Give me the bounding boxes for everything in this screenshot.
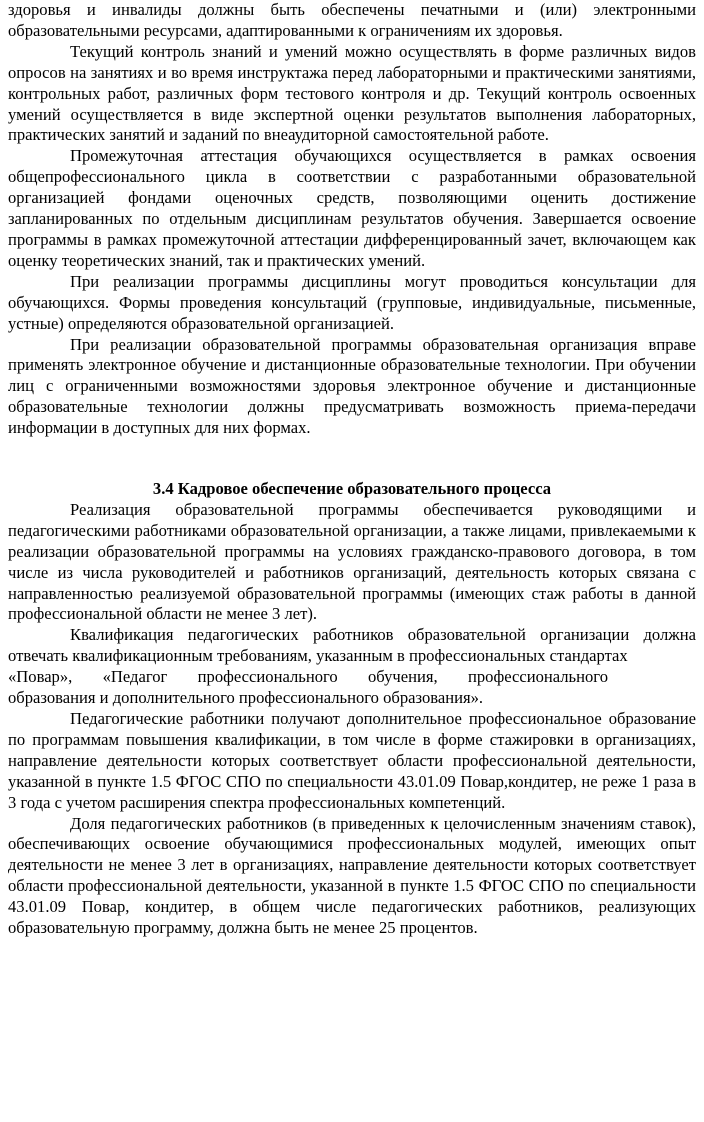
paragraph-consultations: При реализации программы дисциплины могут проводиться консультации для обучающихся. Формы проведения консультаций (групповые, индивидуальные, письменные, устные) определяются образовательной организацией. [8, 271, 696, 333]
paragraph-realization: Реализация образовательной программы обеспечивается руководящими и педагогическими работниками образовательной организации, а также лицами, привлекаемыми к реализации образовательной программы на условиях гражданско-правового договора, в том числе из числа руководителей и работников организаций, деятельность которых связана с направленностью реализуемой образовательной программы (имеющих стаж работы в данной профессиональной области не менее 3 лет). [8, 499, 696, 624]
section-heading: 3.4 Кадровое обеспечение образовательного процесса [152, 479, 552, 499]
paragraph-staff-share: Доля педагогических работников (в приведенных к целочисленным значениям ставок), обеспечивающих освоение обучающимися профессиональных модулей, имеющих опыт деятельности не менее 3 лет в организациях, направление деятельности которых соответствует области профессиональной деятельности, указанной в пункте 1.5 ФГОС СПО по специальности 43.01.09 Повар, кондитер, в общем числе педагогических работников, реализующих образовательную программу, должна быть не менее 25 процентов. [8, 813, 696, 938]
paragraph-training: Педагогические работники получают дополнительное профессиональное образование по программам повышения квалификации, в том числе в форме стажировки в организациях, направление деятельности которых соответствует области профессиональной деятельности, указанной в пункте 1.5 ФГОС СПО по специальности 43.01.09 Повар,кондитер, не реже 1 раза в 3 года с учетом расширения спектра профессиональных компетенций. [8, 709, 696, 812]
paragraph-e-learning: При реализации образовательной программы образовательная организация вправе применять электронное обучение и дистанционные образовательные технологии. При обучении лиц с ограниченными возможностями здоровья электронное обучение и дистанционные образовательные технологии должны предусматривать возможность приема-передачи информации в доступных для них формах. [8, 334, 696, 438]
document-page [8, 0, 696, 939]
paragraph-continuation: здоровья и инвалиды должны быть обеспечены печатными и (или) электронными образовательными ресурсами, адаптированными к ограничениям их здоровья. [8, 0, 696, 40]
paragraph-qualification: Квалификация педагогических работников образовательной организации должна отвечать квалификационным требованиям, указанным в профессиональных стандартах [8, 625, 696, 666]
paragraph-current-control: Текущий контроль знаний и умений можно осуществлять в форме различных видов опросов на занятиях и во время инструктажа перед лабораторными и практическими занятиями, контрольных работ, различных форм тестового контроля и др. Текущий контроль освоенных умений осуществляется в виде экспертной оценки результатов выполнения лабораторных, практических занятий и заданий по внеаудиторной самостоятельной работе. [8, 41, 696, 145]
paragraph-standards-line-2: образования и дополнительного профессионального образования». [8, 688, 484, 708]
paragraph-intermediate-attestation: Промежуточная аттестация обучающихся осуществляется в рамках освоения общепрофессионального цикла в соответствии с разработанными образовательной организацией фондами оценочных средств, позволяющими оценить достижение запланированных по отдельным дисциплинам результатов обучения. Завершается освоение программы в рамках промежуточной аттестации дифференцированный зачет, включающем как оценку теоретических знаний, так и практических умений. [8, 146, 696, 270]
paragraph-standards-line-1: «Повар», «Педагог профессионального обучения, профессионального [8, 667, 608, 687]
